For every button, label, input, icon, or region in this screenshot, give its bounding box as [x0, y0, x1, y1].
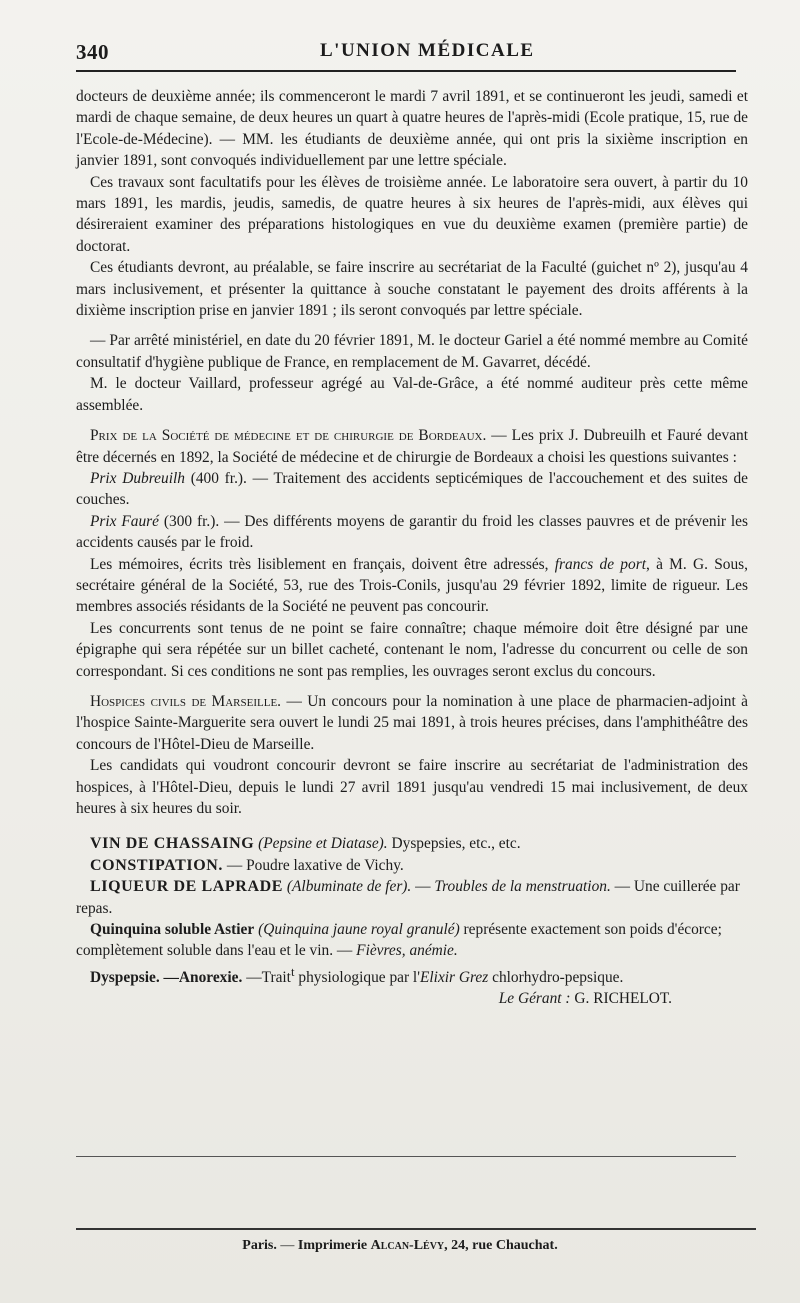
- section-heading: Hospices civils de Marseille.: [90, 692, 282, 710]
- paragraph: Les concurrents sont tenus de ne point se faire connaître; chaque mémoire doit être désigné par une épigraphe qui sera répétée sur un billet cacheté, contenant le nom, l'adresse du concurrent ou celle de son correspondant. Si ces conditions ne sont pas remplies, les ouvrages seront exclus du concours.: [76, 619, 748, 680]
- ad-text: Dyspepsies, etc., etc.: [387, 835, 521, 853]
- advertisement: [76, 962, 748, 989]
- ad-superscript: t: [290, 964, 295, 979]
- paragraph: [76, 468, 748, 511]
- advertisement: [76, 919, 748, 962]
- prize-name: Prix Fauré: [90, 512, 160, 530]
- footer-imprimerie: Imprimerie: [297, 1238, 368, 1253]
- paragraph: docteurs de deuxième année; ils commenceront le mardi 7 avril 1891, et se continueront les jeudi, samedi et mardi de chaque semaine, de deux heures un quart à quatre heures de l'après-midi (Ecole pratique, 15, rue de l'Ecole-de-Médecine). — MM. les étudiants de deuxième année, qui ont pris la sixième inscription en janvier 1891, sont convoqués individuellement par une lettre spéciale.: [76, 88, 748, 170]
- ad-brand: Dyspepsie. —Anorexie.: [90, 968, 243, 986]
- signature-label: Le Gérant :: [498, 990, 571, 1008]
- ad-italic: Fièvres, anémie.: [356, 942, 458, 960]
- paragraph: Les candidats qui voudront concourir devront se faire inscrire au secrétariat de l'administration des hospices, à l'Hôtel-Dieu, depuis le lundi 27 avril 1891 jusqu'au vendredi 15 mai inclusivement, de deux heures à six heures du soir.: [76, 757, 748, 817]
- printer-footer: [0, 1238, 800, 1254]
- paragraph-text: — Un concours pour la nomination à une place de pharmacien-adjoint à l'hospice Sainte-Marguerite sera ouvert le lundi 25 mai 1891, à trois heures précises, dans l'amphithéâtre des concours de l'Hôtel-Dieu de Marseille.: [76, 692, 748, 753]
- article-body: [76, 86, 748, 1010]
- paragraph: — Par arrêté ministériel, en date du 20 février 1891, M. le docteur Gariel a été nommé membre au Comité consultatif d'hygiène publique de France, en remplacement de M. Gavarret, décédé.: [76, 332, 748, 371]
- prize-name: Prix Dubreuilh: [90, 469, 185, 487]
- paragraph-text: Les mémoires, écrits très lisiblement en français, doivent être adressés,: [90, 555, 555, 573]
- ad-text: physiologique par l': [294, 968, 420, 986]
- paragraph: M. le docteur Vaillard, professeur agrégé au Val-de-Grâce, a été nommé auditeur près cette même assemblée.: [76, 375, 748, 414]
- ad-italic: (Quinquina jaune royal granulé): [258, 921, 460, 939]
- emphasis: francs de port: [554, 555, 646, 573]
- ad-brand: LIQUEUR DE LAPRADE: [90, 878, 284, 896]
- page-header: [76, 36, 740, 66]
- ad-brand: VIN DE CHASSAING: [90, 835, 255, 853]
- ad-italic: (Albuminate de fer).: [286, 878, 412, 896]
- footer-printer: Alcan-Lévy: [370, 1238, 445, 1253]
- ad-text: —: [411, 878, 435, 896]
- footer-city: Paris.: [242, 1238, 277, 1253]
- journal-title: L'UNION MÉDICALE: [320, 40, 535, 61]
- advertisement: [76, 833, 748, 854]
- paragraph-text: , à M. G. Sous, secrétaire général de la Société, 53, rue des Trois-Conils, jusqu'au 29 février 1892, limite de rigueur. Les membres associés résidants de la Société ne peuvent pas concourir.: [76, 555, 748, 616]
- paragraph-text: (400 fr.). — Traitement des accidents septicémiques de l'accouchement et des suites de couches.: [76, 469, 749, 509]
- paragraph: [76, 511, 748, 554]
- ad-italic: (Pepsine et Diatase).: [258, 835, 388, 853]
- paragraph: [76, 691, 748, 755]
- footer-rule: [76, 1228, 756, 1230]
- ad-brand: Quinquina soluble Astier: [90, 921, 255, 939]
- page-number: 340: [76, 40, 109, 64]
- ad-text: chlorhydro-pepsique.: [488, 968, 624, 986]
- ad-italic: Troubles de la menstruation.: [434, 878, 611, 896]
- footer-address: , 24, rue Chauchat.: [444, 1238, 558, 1253]
- advertisement: [76, 855, 748, 876]
- paragraph-text: (300 fr.). — Des différents moyens de garantir du froid les classes pauvres et de prévenir les accidents causés par le froid.: [76, 512, 748, 552]
- footer-dash: —: [276, 1238, 298, 1253]
- ad-text: —Trait: [242, 968, 291, 986]
- ad-italic: Elixir Grez: [420, 968, 489, 986]
- section-heading: Prix de la Société de médecine et de chirurgie de Bordeaux.: [90, 427, 487, 445]
- header-rule: [76, 70, 736, 72]
- ad-text: — Poudre laxative de Vichy.: [223, 856, 404, 874]
- paragraph: [76, 425, 748, 468]
- paragraph: Ces travaux sont facultatifs pour les élèves de troisième année. Le laboratoire sera ouvert, à partir du 10 mars 1891, les mardis, jeudis, samedis, de quatre heures à six heures de l'après-midi, aux élèves qui désireraient examiner des préparations histologiques en vue du deuxième examen (première partie) de doctorat.: [76, 173, 748, 255]
- advertisement: [76, 876, 748, 919]
- signature-name: G. RICHELOT.: [570, 990, 672, 1008]
- ad-text: représente exactement son poids d'écorce; complètement soluble dans l'eau et le vin. —: [76, 921, 722, 960]
- paragraph: Ces étudiants devront, au préalable, se faire inscrire au secrétariat de la Faculté (guichet nº 2), jusqu'au 4 mars inclusivement, et présenter la quittance à souche constatant le payement des droits afférents à la dixième inscription prise en janvier 1891 ; ils seront convoqués par lettre spéciale.: [76, 259, 748, 320]
- ad-text: — Une cuillerée par repas.: [76, 878, 740, 917]
- separator-rule: [76, 1156, 736, 1157]
- paragraph-text: — Les prix J. Dubreuilh et Fauré devant être décernés en 1892, la Société de médecine et de chirurgie de Bordeaux a choisi les questions suivantes :: [76, 427, 748, 466]
- paragraph: [76, 554, 748, 618]
- signature: [76, 988, 748, 1009]
- ad-brand: CONSTIPATION.: [90, 856, 224, 874]
